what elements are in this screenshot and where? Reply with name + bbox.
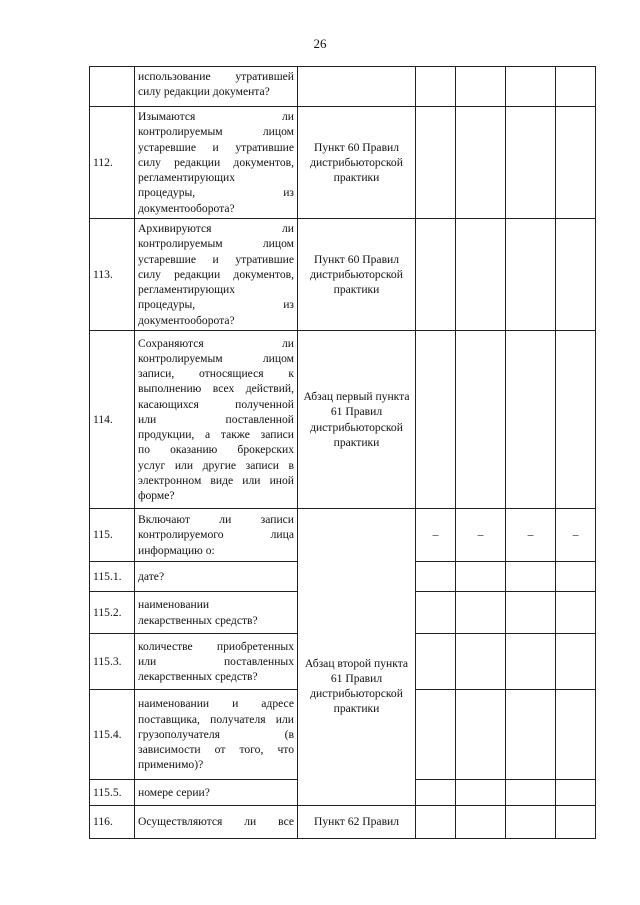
answer-cell[interactable] (456, 219, 506, 331)
table-row (90, 219, 596, 331)
reference-cell: Пункт 60 Правил дистрибьюторской практики (298, 107, 416, 219)
reference-cell: Абзац второй пункта 61 Правил дистрибьюторской практики (298, 509, 416, 806)
question-line: продукции, а также записи (138, 428, 294, 442)
question-line: количестве приобретенных (138, 639, 294, 653)
question-cell (135, 331, 298, 509)
answer-cell[interactable] (506, 67, 556, 107)
checklist-table (89, 66, 596, 839)
answer-cell[interactable] (456, 562, 506, 592)
question-line: услуг или другие записи в (138, 458, 294, 472)
question-line: записи, относящиеся к (138, 367, 294, 381)
answer-cell[interactable] (556, 806, 596, 839)
row-number: 116. (90, 806, 135, 839)
answer-cell[interactable] (456, 690, 506, 780)
answer-cell[interactable] (556, 634, 596, 690)
answer-cell[interactable] (416, 562, 456, 592)
table-row (90, 67, 596, 107)
question-line: лекарственных средств? (138, 670, 258, 684)
question-cell (135, 107, 298, 219)
question-line: электронном виде или иной (138, 473, 294, 487)
answer-cell[interactable]: – (506, 509, 556, 562)
reference-cell: Абзац первый пункта 61 Правил дистрибьюторской практики (298, 331, 416, 509)
question-line: контролируемого лица (138, 528, 294, 542)
question-cell (135, 67, 298, 107)
answer-cell[interactable] (456, 634, 506, 690)
row-number: 115. (90, 509, 135, 562)
answer-cell[interactable] (456, 806, 506, 839)
row-number: 113. (90, 219, 135, 331)
question-line: устаревшие и утратившие (138, 252, 294, 266)
question-line: дате? (138, 569, 165, 583)
answer-cell[interactable] (506, 219, 556, 331)
answer-cell[interactable] (416, 592, 456, 634)
question-line: Изымаются ли (138, 110, 294, 124)
answer-cell[interactable] (506, 592, 556, 634)
row-number: 115.5. (90, 780, 135, 806)
answer-cell[interactable] (556, 219, 596, 331)
question-line: номере серии? (138, 785, 210, 799)
row-number: 112. (90, 107, 135, 219)
answer-cell[interactable] (456, 780, 506, 806)
table-row (90, 509, 596, 562)
question-line: по оказанию брокерских (138, 443, 294, 457)
question-line: процедуры, из (138, 298, 294, 312)
checklist-body (90, 67, 596, 839)
question-line: контролируемым лицом (138, 352, 294, 366)
reference-cell (298, 67, 416, 107)
answer-cell[interactable] (556, 331, 596, 509)
question-line: документооборота? (138, 201, 235, 215)
question-line: лекарственных средств? (138, 613, 258, 627)
row-number: 114. (90, 331, 135, 509)
row-number: 115.3. (90, 634, 135, 690)
answer-cell[interactable] (416, 67, 456, 107)
row-number: 115.2. (90, 592, 135, 634)
question-line: процедуры, из (138, 186, 294, 200)
question-line: силу редакции документов, (138, 155, 294, 169)
question-line: устаревшие и утратившие (138, 140, 294, 154)
question-cell (135, 806, 298, 839)
question-line: касающихся полученной (138, 397, 294, 411)
question-line: или поставленной (138, 412, 294, 426)
question-line: применимо)? (138, 758, 204, 772)
question-line: силу редакции документов, (138, 267, 294, 281)
answer-cell[interactable]: – (416, 509, 456, 562)
reference-cell: Пункт 62 Правил (298, 806, 416, 839)
question-line: наименовании и адресе (138, 697, 294, 711)
answer-cell[interactable] (506, 562, 556, 592)
page-number: 26 (313, 36, 327, 51)
answer-cell[interactable] (506, 690, 556, 780)
answer-cell[interactable] (416, 780, 456, 806)
answer-cell[interactable] (506, 780, 556, 806)
answer-cell[interactable] (416, 107, 456, 219)
question-line: Осуществляются ли все (138, 815, 294, 829)
question-line: наименовании (138, 598, 210, 612)
row-number: 115.4. (90, 690, 135, 780)
question-cell (135, 690, 298, 780)
answer-cell[interactable] (556, 107, 596, 219)
question-cell (135, 509, 298, 562)
answer-cell[interactable] (416, 219, 456, 331)
answer-cell[interactable] (416, 331, 456, 509)
question-line: Архивируются ли (138, 222, 294, 236)
question-cell (135, 592, 298, 634)
question-line: использование утратившей (138, 70, 294, 83)
question-line: грузополучателя (в (138, 727, 294, 741)
question-line: выполнению всех действий, (138, 382, 294, 396)
answer-cell[interactable] (556, 690, 596, 780)
table-row (90, 331, 596, 509)
question-line: форме? (138, 488, 175, 502)
answer-cell[interactable] (556, 562, 596, 592)
question-cell (135, 634, 298, 690)
row-number: 115.1. (90, 562, 135, 592)
question-cell (135, 219, 298, 331)
answer-cell[interactable] (456, 67, 506, 107)
answer-cell[interactable] (506, 107, 556, 219)
answer-cell[interactable] (506, 806, 556, 839)
question-cell (135, 780, 298, 806)
answer-cell[interactable] (556, 592, 596, 634)
question-cell (135, 562, 298, 592)
question-line: силу редакции документа? (138, 85, 270, 99)
question-line: поставщика, получателя или (138, 712, 294, 726)
answer-cell[interactable] (416, 690, 456, 780)
question-line: Сохраняются ли (138, 336, 294, 350)
table-row (90, 806, 596, 839)
answer-cell[interactable]: – (556, 509, 596, 562)
answer-cell[interactable] (556, 780, 596, 806)
row-number (90, 67, 135, 107)
answer-cell[interactable] (506, 634, 556, 690)
answer-cell[interactable] (456, 107, 506, 219)
answer-cell[interactable] (506, 331, 556, 509)
answer-cell[interactable] (416, 634, 456, 690)
question-line: регламентирующих (138, 171, 236, 185)
reference-cell: Пункт 60 Правил дистрибьюторской практики (298, 219, 416, 331)
answer-cell[interactable] (456, 331, 506, 509)
answer-cell[interactable] (416, 806, 456, 839)
question-line: Включают ли записи (138, 513, 294, 527)
table-row (90, 107, 596, 219)
answer-cell[interactable] (456, 592, 506, 634)
answer-cell[interactable]: – (456, 509, 506, 562)
question-line: документооборота? (138, 313, 235, 327)
question-line: контролируемым лицом (138, 125, 294, 139)
question-line: зависимости от того, что (138, 743, 294, 757)
answer-cell[interactable] (556, 67, 596, 107)
question-line: информацию о: (138, 543, 215, 557)
question-line: контролируемым лицом (138, 237, 294, 251)
question-line: или поставленных (138, 654, 294, 668)
question-line: регламентирующих (138, 283, 236, 297)
